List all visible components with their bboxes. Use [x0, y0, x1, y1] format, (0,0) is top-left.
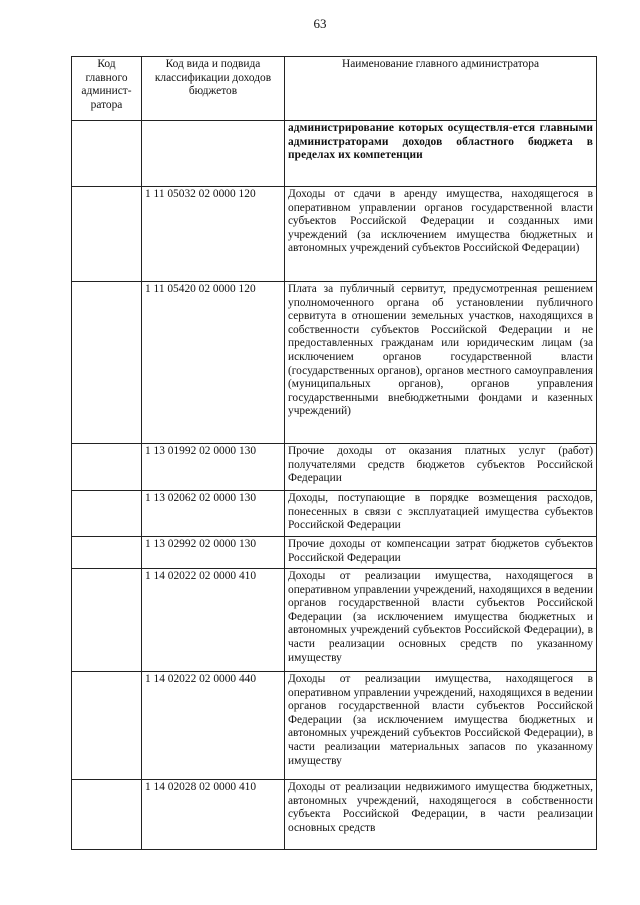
admin-code-cell — [72, 491, 142, 537]
table-row — [72, 537, 597, 569]
name-cell: Доходы от реализации имущества, находящегося в оперативном управлении учреждений, находящихся в ведении органов государственной власти субъектов Российской Федерации (за исключением имущества бюджетных и автономных учреждений субъектов Российской Федерации), в части реализации основных средств по указанному имуществу — [285, 569, 597, 672]
header-classification-code: Код вида и подвида классификации доходов бюджетов — [142, 57, 285, 121]
table-row — [72, 187, 597, 282]
code-cell: 1 13 02062 02 0000 130 — [142, 491, 285, 537]
code-cell — [142, 121, 285, 187]
table-row — [72, 569, 597, 672]
name-cell: Прочие доходы от оказания платных услуг (работ) получателями средств бюджетов субъектов Российской Федерации — [285, 444, 597, 491]
code-cell: 1 14 02022 02 0000 410 — [142, 569, 285, 672]
name-cell: Доходы от реализации недвижимого имущества бюджетных, автономных учреждений, находящегося в собственности субъекта Российской Федерации, в части реализации основных средств — [285, 780, 597, 850]
admin-code-cell — [72, 672, 142, 780]
header-row — [72, 57, 597, 121]
code-cell: 1 13 02992 02 0000 130 — [142, 537, 285, 569]
code-cell: 1 13 01992 02 0000 130 — [142, 444, 285, 491]
code-cell: 1 11 05420 02 0000 120 — [142, 282, 285, 444]
table-row — [72, 282, 597, 444]
table-header — [72, 57, 597, 121]
admin-code-cell — [72, 187, 142, 282]
name-cell: Прочие доходы от компенсации затрат бюджетов субъектов Российской Федерации — [285, 537, 597, 569]
admin-code-cell — [72, 537, 142, 569]
admin-code-cell — [72, 282, 142, 444]
name-cell: Доходы, поступающие в порядке возмещения расходов, понесенных в связи с эксплуатацией имущества субъектов Российской Федерации — [285, 491, 597, 537]
continuation-text: администрирование которых осуществля-ется главными администраторами доходов областного бюджета в пределах их компетенции — [285, 121, 597, 187]
header-admin-code: Код главного админист-ратора — [72, 57, 142, 121]
table-row — [72, 672, 597, 780]
code-cell: 1 11 05032 02 0000 120 — [142, 187, 285, 282]
header-admin-name: Наименование главного администратора — [285, 57, 597, 121]
table-row — [72, 780, 597, 850]
table-row — [72, 491, 597, 537]
name-cell: Доходы от реализации имущества, находящегося в оперативном управлении учреждений, находящихся в ведении органов государственной власти субъектов Российской Федерации (за исключением имущества бюджетных и автономных учреждений субъектов Российской Федерации), в части реализации материальных запасов по указанному имуществу — [285, 672, 597, 780]
table-row — [72, 444, 597, 491]
table-body — [72, 121, 597, 850]
revenue-admin-table — [71, 56, 597, 850]
admin-code-cell — [72, 569, 142, 672]
code-cell: 1 14 02022 02 0000 440 — [142, 672, 285, 780]
admin-code-cell — [72, 121, 142, 187]
table-row — [72, 121, 597, 187]
admin-code-cell — [72, 780, 142, 850]
page-number: 63 — [313, 16, 327, 31]
name-cell: Доходы от сдачи в аренду имущества, находящегося в оперативном управлении органов государственной власти субъектов Российской Федерации и созданных ими учреждений (за исключением имущества бюджетных и автономных учреждений субъектов Российской Федерации) — [285, 187, 597, 282]
name-cell: Плата за публичный сервитут, предусмотренная решением уполномоченного органа об установлении публичного сервитута в отношении земельных участков, находящихся в собственности субъектов Российской Федерации и не предоставленных гражданам или юридическим лицам (за исключением органов государственной власти (государственных органов), органов местного самоуправления (муниципальных органов), органов управления государственными внебюджетными фондами и казенных учреждений) — [285, 282, 597, 444]
code-cell: 1 14 02028 02 0000 410 — [142, 780, 285, 850]
admin-code-cell — [72, 444, 142, 491]
